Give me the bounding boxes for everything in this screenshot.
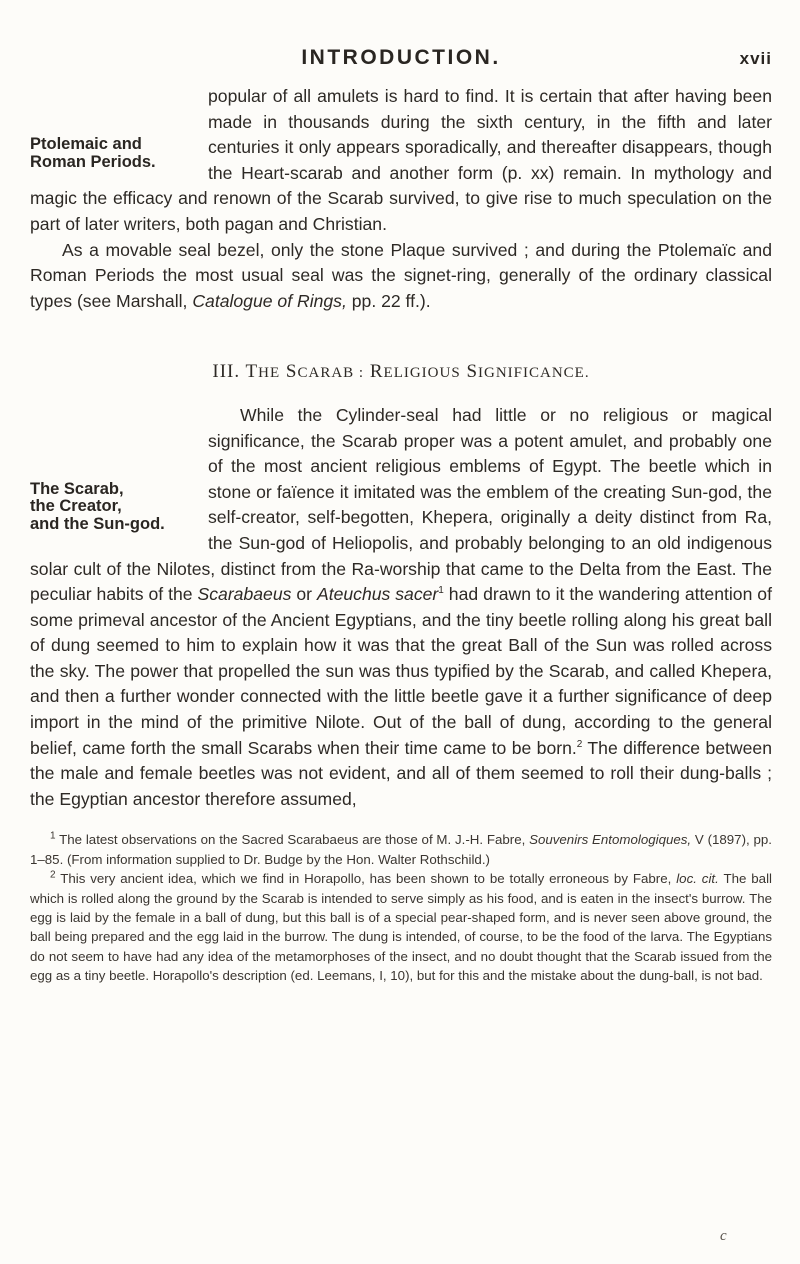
margin-note-scarab: The Scarab, the Creator, and the Sun-god. xyxy=(30,479,165,533)
footnote-ref[interactable]: 1 xyxy=(438,585,444,597)
margin-note-ptolemaic: Ptolemaic and Roman Periods. xyxy=(30,135,156,171)
page-number: xvii xyxy=(739,49,772,68)
page-title: INTRODUCTION. xyxy=(301,46,501,69)
citation-title: Catalogue of Rings, xyxy=(192,290,347,311)
page xyxy=(30,0,772,986)
footnote-1: $^1$ The latest observations on the Sacred Scarabaeus are those of M. J.-H. Fabre, Souvenirs Entomologiques, V (1897), pp. 1–85. (From information supplied to Dr. Budge by the Hon. Walter Rothschild.) xyxy=(30,831,772,867)
signature-mark: c xyxy=(720,1228,727,1244)
footnote-ref[interactable]: 2 xyxy=(576,738,583,750)
paragraph: While the Cylinder-seal had little or no religious or magical significance, the Scarab proper was a potent amulet, and probably one of the most ancient religious emblems of Egypt. The beetle which in stone or faïence it imitated was the emblem of the creating Sun-god, the self-creator, self-begotten, Khepera, originally a deity distinct from Ra, the Sun-god of Heliopolis, and probably belonging to an old indigenous solar cult of the Nilotes, distinct from the Ra-worship that came to the Delta from the East. The peculiar habits of the Scarabaeus or Ateuchus sacer$^1$ had drawn to it the wandering attention of some primeval ancestor of the Ancient Egyptians, and the tiny beetle rolling along his great ball of dung seemed to him to explain how it was that the great Ball of the Sun was rolled across the sky. The power that propelled the sun was thus typified by the Scarab, and called Khepera, and then a further wonder connected with the little beetle gave it a further significance of deep import in the mind of the primitive Nilote. Out of the ball of dung, according to the general belief, came forth the small Scarabs when their time came to be born.$^2$ The difference between the male and female beetles was not evident, and all of them seemed to roll their dung-balls ; the Egyptian ancestor therefore assumed, xyxy=(30,404,772,809)
paragraph: As a movable seal bezel, only the stone Plaque survived ; and during the Ptolemaïc and Roman Periods the most usual seal was the signet-ring, generally of the ordinary classical types (see Marshall, Catalogue of Rings, pp. 22 ff.). xyxy=(30,239,772,311)
paragraph: popular of all amulets is hard to find. It is certain that after having been made in thousands during the sixth century, in the fifth and later centuries it only appears sporadically, and thereafter disappears, though the Heart-scarab and another form (p. xx) remain. In mythology and magic the efficacy and renown of the Scarab survived, to give rise to much speculation on the part of later writers, both pagan and Christian. xyxy=(30,86,772,234)
footnote-2: $^2$ This very ancient idea, which we find in Horapollo, has been shown to be totally erroneous by Fabre, loc. cit. The ball which is rolled along the ground by the Scarab is intended to serve simply as his food, and is eaten in the insect's burrow. The egg is laid by the female in a ball of dung, but this ball is of a special pear-shaped form, and is never seen above ground, the ball being prepared and the egg laid in the burrow. The dung is intended, of course, to be the food of the larva. The Egyptians do not seem to have had any idea of the metamorphoses of the insect, and no doubt thought that the Scarab issued from the egg as a tiny beetle. Horapollo's description (ed. Leemans, I, 10), but for this and the mistake about the dung-ball, is not bad. xyxy=(30,869,772,984)
running-header xyxy=(30,46,772,76)
footnotes xyxy=(30,830,772,985)
body-text xyxy=(30,84,772,812)
section-heading: III. THE SCARAB : RELIGIOUS SIGNIFICANCE. xyxy=(212,361,590,383)
